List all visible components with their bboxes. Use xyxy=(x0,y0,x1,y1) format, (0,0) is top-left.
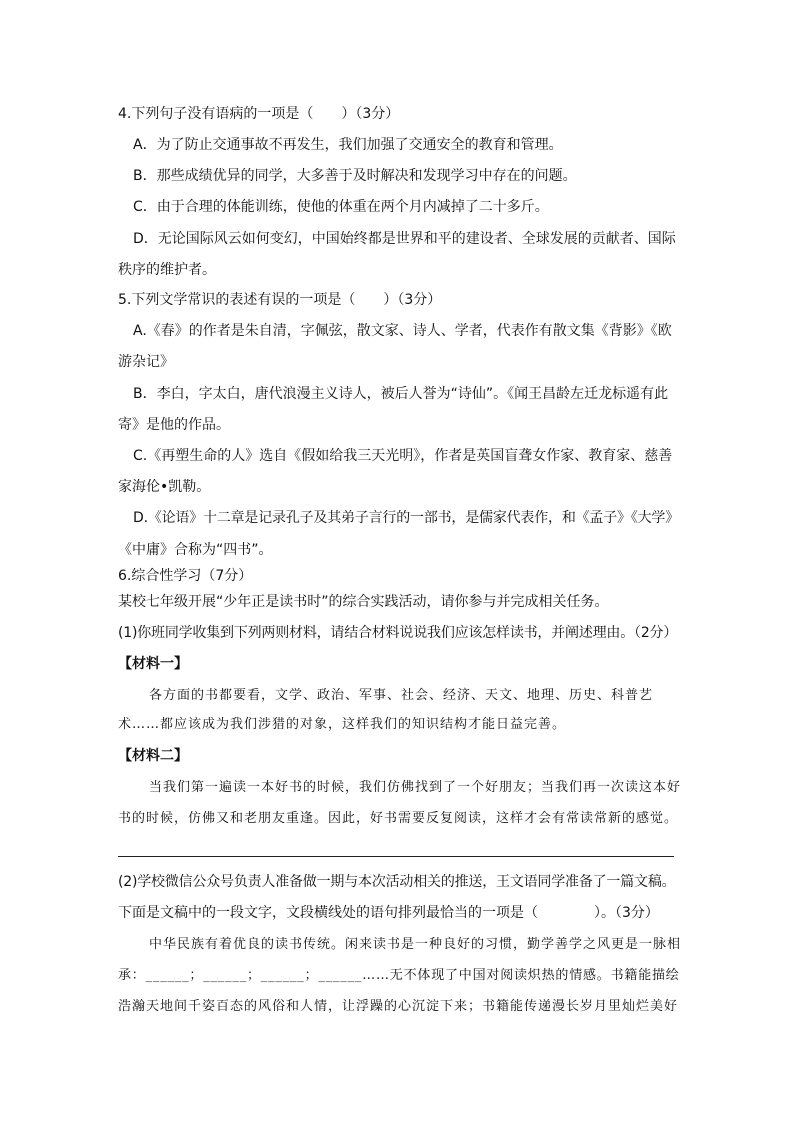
q6-sub2-line-1: (2)学校微信公众号负责人准备做一期与本次活动相关的推送，王文语同学准备了一篇文稿。 xyxy=(118,874,676,890)
material1-line-2: 术……都应该成为我们涉猎的对象，这样我们的知识结构才能日益完善。 xyxy=(118,717,567,732)
q6-sub1: (1)你班同学收集到下列两则材料，请结合材料说说我们应该怎样读书，并阐述理由。（2分） xyxy=(118,625,678,641)
passage-line-2: 承：______；______；______；______……无不体现了中国对阅读炽热的情感。书籍能描绘 xyxy=(118,968,680,983)
section-divider xyxy=(118,856,674,857)
q4-option-d: D．无论国际风云如何变幻，中国始终都是世界和平的建设者、全球发展的贡献者、国际 xyxy=(133,231,676,247)
q5-option-c-cont: 家海伦•凯勒。 xyxy=(118,479,211,495)
material1-line-1: 各方面的书都要看，文学、政治、军事、社会、经济、天文、地理、历史、科普艺 xyxy=(149,688,654,703)
q5-option-c: C.《再塑生命的人》选自《假如给我三天光明》，作者是英国盲聋女作家、教育家、慈善 xyxy=(133,448,673,464)
q4-option-b: B．那些成绩优异的同学，大多善于及时解决和发现学习中存在的问题。 xyxy=(133,168,577,184)
q5-option-d-cont: 《中庸》合称为“四书”。 xyxy=(118,542,273,558)
q4-option-c: C．由于合理的体能训练，使他的体重在两个月内减掉了二十多斤。 xyxy=(133,199,549,215)
q4-option-a: A．为了防止交通事故不再发生，我们加强了交通安全的教育和管理。 xyxy=(133,137,563,153)
q5-option-b: B．李白，字太白，唐代浪漫主义诗人，被后人誉为“诗仙”。《闻王昌龄左迁龙标遥有此 xyxy=(133,386,669,402)
material1-title: 【材料一】 xyxy=(118,656,188,672)
q5-option-d: D.《论语》十二章是记录孔子及其弟子言行的一部书，是儒家代表作，和《孟子》《大学》 xyxy=(133,510,680,526)
passage-line-1: 中华民族有着优良的读书传统。闲来读书是一种良好的习惯，勤学善学之风更是一脉相 xyxy=(149,937,682,952)
q5-option-b-cont: 寄》是他的作品。 xyxy=(118,417,230,433)
q5-option-a-cont: 游杂记》 xyxy=(118,354,174,370)
material2-title: 【材料二】 xyxy=(118,748,188,764)
q6-sub2-line-2: 下面是文稿中的一段文字，文段横线处的语句排列最恰当的一项是（ ）。（3分） xyxy=(118,905,659,921)
q5-option-a: A.《春》的作者是朱自清，字佩弦，散文家、诗人、学者，代表作有散文集《背影》《欧 xyxy=(133,323,672,339)
q4-option-d-cont: 秩序的维护者。 xyxy=(118,262,216,278)
passage-line-3: 浩瀚天地间千姿百态的风俗和人情，让浮躁的心沉淀下来；书籍能传递漫长岁月里灿烂美好 xyxy=(118,999,679,1014)
q6-title: 6.综合性学习（7分） xyxy=(118,568,253,584)
material2-line-1: 当我们第一遍读一本好书的时候，我们仿佛找到了一个好朋友；当我们再一次读这本好 xyxy=(149,780,682,795)
q6-intro: 某校七年级开展“少年正是读书时”的综合实践活动，请你参与并完成相关任务。 xyxy=(118,594,609,610)
q4-stem: 4.下列句子没有语病的一项是（ ）（3分） xyxy=(118,106,400,122)
material2-line-2: 书的时候，仿佛又和老朋友重逢。因此，好书需要反复阅读，这样才会有常读常新的感觉。 xyxy=(118,811,679,826)
q5-stem: 5.下列文学常识的表述有误的一项是（ ）（3分） xyxy=(118,292,442,308)
